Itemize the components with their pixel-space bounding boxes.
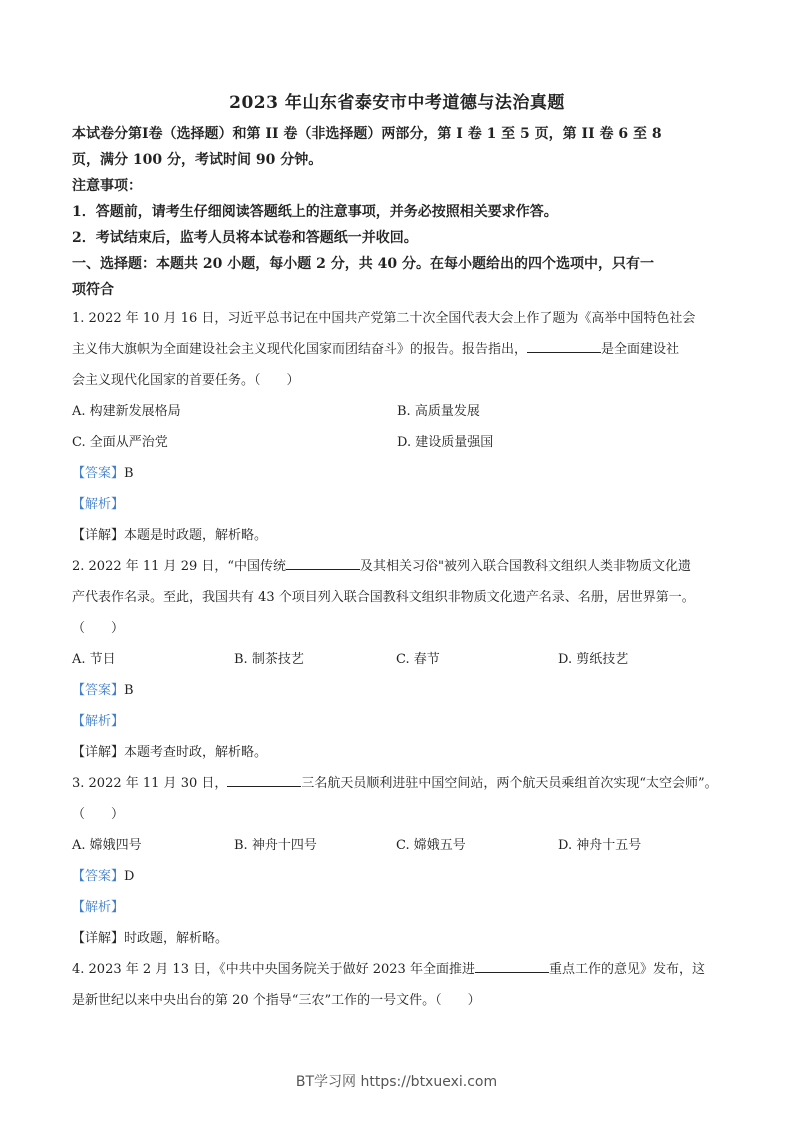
q2-option-a: A. 节日 (72, 652, 116, 667)
q2-option-d: D. 剪纸技艺 (558, 652, 629, 667)
q3-answer (72, 861, 722, 892)
q3-line-1-after: 三名航天员顺利进驻中国空间站，两个航天员乘组首次实现“太空会师”。 (301, 776, 718, 791)
q1-line-2-after: 是全面建设社 (601, 342, 680, 357)
notice-item-1: 1．答题前，请考生仔细阅读答题纸上的注意事项，并务必按照相关要求作答。 (72, 204, 558, 220)
q1-option-d: D. 建设质量强国 (397, 435, 494, 450)
q2-line-1-after: 及其相关习俗"被列入联合国教科文组织人类非物质文化遗 (360, 559, 691, 574)
q1-line-2 (72, 334, 722, 365)
q2-option-b: B. 制茶技艺 (234, 652, 304, 667)
q3-option-a: A. 嫦娥四号 (72, 838, 142, 853)
q1-analysis-label: 【解析】 (72, 497, 125, 512)
q4-answer-blank (475, 959, 549, 973)
q1-option-c: C. 全面从严治党 (72, 435, 168, 450)
detail-label: 【详解】 (72, 931, 125, 946)
detail-label: 【详解】 (72, 745, 125, 760)
q1-detail (72, 520, 722, 551)
q2-line-3: （ ） (72, 621, 125, 636)
q3-detail-text: 时政题，解析略。 (124, 931, 229, 946)
q2-detail-text: 本题考查时政，解析略。 (124, 745, 268, 760)
q2-line-1 (72, 551, 722, 582)
q2-options (72, 644, 722, 675)
footer-watermark: BT学习网 https://btxuexi.com (295, 1074, 498, 1090)
section-heading-line-2: 项符合 (72, 282, 114, 298)
q2-answer-blank (286, 556, 360, 570)
q2-analysis-label: 【解析】 (72, 714, 125, 729)
q1-answer-value: B (124, 466, 134, 481)
q1-line-3: 会主义现代化国家的首要任务。（ ） (72, 373, 300, 388)
q1-detail-text: 本题是时政题，解析略。 (124, 528, 268, 543)
q3-line-2: （ ） (72, 807, 125, 822)
q2-option-c: C. 春节 (396, 652, 440, 667)
q4-line-1 (72, 954, 722, 985)
q4-line-2: 是新世纪以来中央出台的第 20 个指导“三农”工作的一号文件。（ ） (72, 993, 481, 1008)
q3-option-c: C. 嫦娥五号 (396, 838, 466, 853)
answer-label: 【答案】 (72, 466, 125, 481)
q1-line-1: 1. 2022 年 10 月 16 日，习近平总书记在中国共产党第二十次全国代表大会上作了题为《高举中国特色社会 (72, 311, 696, 326)
q3-line-1-text: 3. 2022 年 11 月 30 日， (72, 776, 228, 791)
q3-answer-value: D (124, 869, 135, 884)
intro-line-1: 本试卷分第Ⅰ卷（选择题）和第 II 卷（非选择题）两部分，第 I 卷 1 至 5 页，第 II 卷 6 至 8 (72, 126, 662, 142)
intro-line-2: 页，满分 100 分，考试时间 90 分钟。 (72, 152, 323, 168)
q2-line-1-text: 2. 2022 年 11 月 29 日，“中国传统 (72, 559, 287, 574)
q1-option-a: A. 构建新发展格局 (72, 404, 181, 419)
q3-line-1 (72, 768, 722, 799)
answer-label: 【答案】 (72, 869, 125, 884)
q1-option-b: B. 高质量发展 (397, 404, 480, 419)
q3-options (72, 830, 722, 861)
q2-answer (72, 675, 722, 706)
page-title: 2023 年山东省泰安市中考道德与法治真题 (229, 93, 565, 113)
q1-answer (72, 458, 722, 489)
q3-option-b: B. 神舟十四号 (234, 838, 317, 853)
document-page (72, 88, 722, 1016)
q1-answer-blank (527, 339, 601, 353)
detail-label: 【详解】 (72, 528, 125, 543)
q2-answer-value: B (124, 683, 134, 698)
q4-line-1-after: 重点工作的意见》发布，这 (548, 962, 705, 977)
q1-line-2-text: 主义伟大旗帜为全面建设社会主义现代化国家而团结奋斗》的报告。报告指出， (72, 342, 528, 357)
answer-label: 【答案】 (72, 683, 125, 698)
q2-detail (72, 737, 722, 768)
q3-option-d: D. 神舟十五号 (558, 838, 642, 853)
q2-line-2: 产代表作名录。至此，我国共有 43 个项目列入联合国教科文组织非物质文化遗产名录、名册，居世界第一。 (72, 590, 695, 605)
q1-options (72, 396, 722, 458)
notice-title: 注意事项： (72, 178, 142, 194)
notice-item-2: 2．考试结束后，监考人员将本试卷和答题纸一并收回。 (72, 230, 418, 246)
q3-answer-blank (227, 773, 301, 787)
q3-analysis-label: 【解析】 (72, 900, 125, 915)
q4-line-1-text: 4. 2023 年 2 月 13 日，《中共中央国务院关于做好 2023 年全面推进 (72, 962, 475, 977)
section-heading-line-1: 一、选择题：本题共 20 小题，每小题 2 分，共 40 分。在每小题给出的四个选项中，只有一 (72, 256, 654, 272)
q3-detail (72, 923, 722, 954)
